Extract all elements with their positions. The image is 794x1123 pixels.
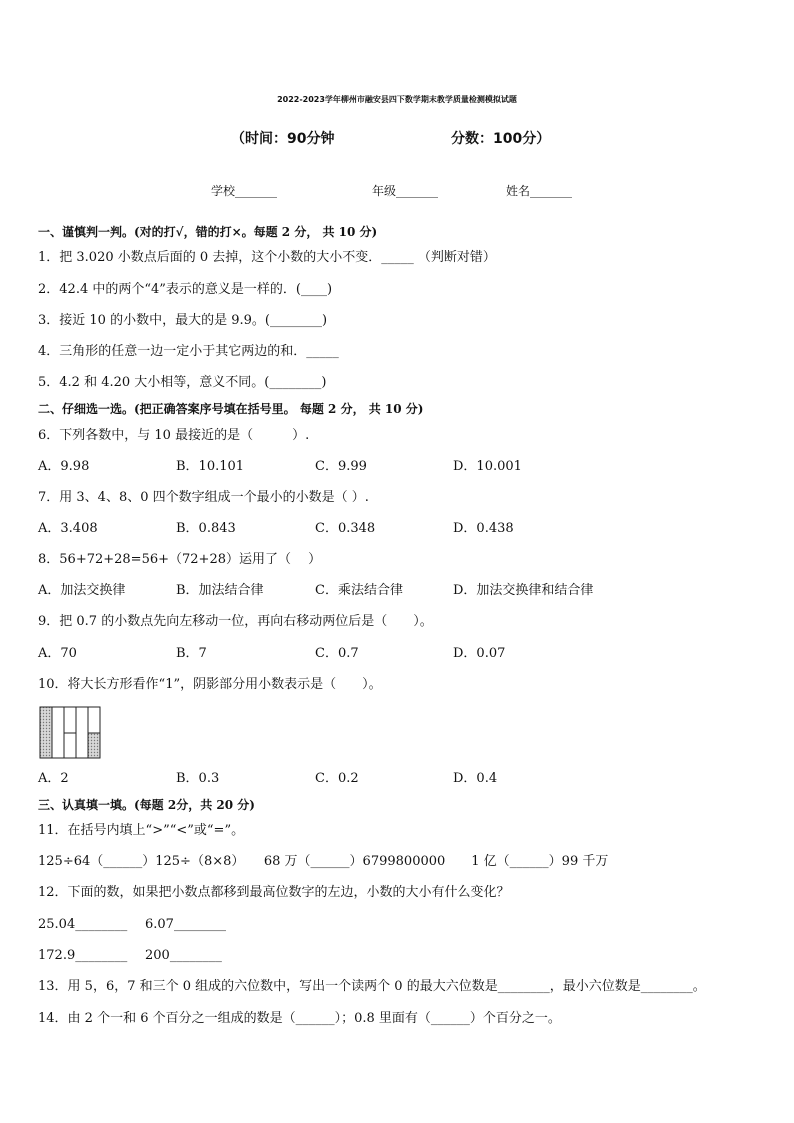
q8-option-a: A．加法交换律 [38,583,126,598]
q6-option-d: D．10.001 [453,459,522,474]
q10-option-a: A．2 [38,771,69,786]
question-10: 10．将大长方形看作“1”，阴影部分用小数表示是（ ）。 [38,677,382,692]
exam-score: 分数：100分） [451,131,551,147]
question-9: 9．把 0.7 的小数点先向左移动一位，再向右移动两位后是（ ）。 [38,614,433,629]
q10-option-d: D．0.4 [453,771,498,786]
question-11: 11．在括号内填上“>”“<”或“=”。 [38,823,245,838]
q9-option-c: C．0.7 [315,646,359,661]
q8-option-d: D．加法交换律和结合律 [453,583,594,598]
q6-option-a: A．9.98 [38,459,90,474]
question-5: 5．4.2 和 4.20 大小相等，意义不同。(________) [38,375,327,390]
page-title: 2022-2023学年柳州市融安县四下数学期末教学质量检测模拟试题 [277,95,517,104]
q12-item-2: 6.07________ [145,917,226,932]
question-6: 6．下列各数中，与 10 最接近的是（ ）. [38,428,310,443]
q6-option-b: B．10.101 [176,459,245,474]
name-field[interactable]: 姓名_______ [506,184,573,198]
school-field[interactable]: 学校_______ [211,184,278,198]
question-13: 13．用 5，6，7 和三个 0 组成的六位数中，写出一个读两个 0 的最大六位数是________，最小六位数是________。 [38,979,706,994]
section3-heading: 三、认真填一填。(每题 2分，共 20 分) [38,798,255,812]
question-14: 14．由 2 个一和 6 个百分之一组成的数是（______）；0.8 里面有（______）个百分之一。 [38,1011,561,1026]
q10-option-c: C．0.2 [315,771,359,786]
q7-option-d: D．0.438 [453,521,514,536]
q12-item-3: 172.9________ [38,948,128,963]
q12-item-4: 200________ [145,948,222,963]
rectangle-figure [39,706,101,759]
grade-field[interactable]: 年级_______ [372,184,439,198]
question-1: 1．把 3.020 小数点后面的 0 去掉，这个小数的大小不变．_____ （判断对错） [38,250,496,265]
q6-option-c: C．9.99 [315,459,367,474]
question-3: 3．接近 10 的小数中，最大的是 9.9。(________) [38,313,328,328]
q8-option-c: C．乘法结合律 [315,583,403,598]
q12-item-1: 25.04________ [38,917,128,932]
shaded-part-right [88,733,100,758]
section2-heading: 二、仔细选一选。(把正确答案序号填在括号里。 每题 2 分， 共 10 分) [38,402,424,416]
q7-option-b: B．0.843 [176,521,236,536]
shaded-part-left [40,707,52,758]
question-11-line: 125÷64（______）125÷（8×8） 68 万（______）6799800000 1 亿（______）99 千万 [38,854,609,869]
q9-option-a: A．70 [38,646,77,661]
question-7: 7．用 3、4、8、0 四个数字组成一个最小的小数是（ ）. [38,490,369,505]
q8-option-b: B．加法结合律 [176,583,264,598]
q7-option-c: C．0.348 [315,521,376,536]
question-2: 2．42.4 中的两个“4”表示的意义是一样的．(____) [38,282,333,297]
question-8: 8．56+72+28=56+（72+28）运用了（ ） [38,552,322,567]
question-12: 12．下面的数，如果把小数点都移到最高位数字的左边，小数的大小有什么变化？ [38,885,510,900]
q9-option-d: D．0.07 [453,646,506,661]
q9-option-b: B．7 [176,646,207,661]
question-4: 4．三角形的任意一边一定小于其它两边的和．_____ [38,344,339,359]
q10-option-b: B．0.3 [176,771,220,786]
section1-heading: 一、谨慎判一判。(对的打√，错的打×。每题 2 分， 共 10 分) [38,225,378,239]
q7-option-a: A．3.408 [38,521,98,536]
exam-time: （时间：90分钟 [231,131,335,147]
